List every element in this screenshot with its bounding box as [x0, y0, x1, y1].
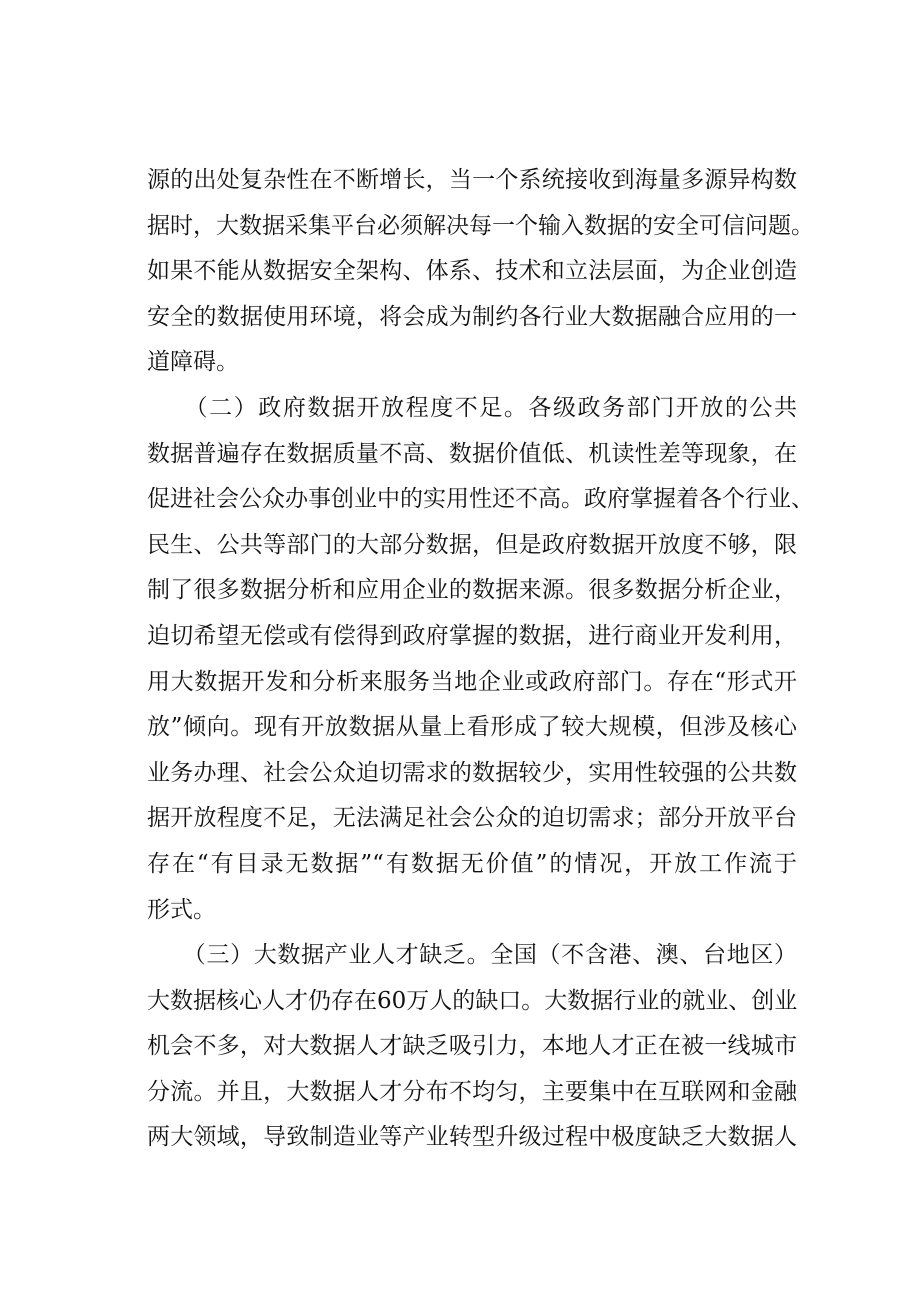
text-line: 两大领域，导致制造业等产业转型升级过程中极度缺乏大数据人: [147, 1124, 797, 1151]
text-line: 源的出处复杂性在不断增长，当一个系统接收到海量多源异构数: [147, 167, 797, 193]
text-line: 促进社会公众办事创业中的实用性还不高。政府掌握着各个行业、: [147, 486, 814, 513]
text-line: 存在“有目录无数据”“有数据无价值”的情况，开放工作流于: [147, 850, 797, 877]
text-line: 机会不多，对大数据人才缺乏吸引力，本地人才正在被一线城市: [147, 1033, 797, 1060]
text-line: 据开放程度不足，无法满足社会公众的迫切需求；部分开放平台: [147, 805, 797, 832]
text-line: 道障碍。: [147, 349, 239, 376]
text-line: 迫切希望无偿或有偿得到政府掌握的数据，进行商业开发利用，: [147, 622, 797, 649]
text-line: 大数据核心人才仍存在60万人的缺口。大数据行业的就业、创业: [147, 987, 798, 1014]
text-line: 数据普遍存在数据质量不高、数据价值低、机读性差等现象，在: [147, 440, 797, 467]
text-line: 用大数据开发和分析来服务当地企业或政府部门。存在“形式开: [147, 668, 797, 695]
text-line: 制了很多数据分析和应用企业的数据来源。很多数据分析企业，: [147, 577, 797, 604]
text-line: 民生、公共等部门的大部分数据，但是政府数据开放度不够，限: [147, 531, 797, 558]
text-line: 如果不能从数据安全架构、体系、技术和立法层面，为企业创造: [147, 258, 797, 285]
body-text: [147, 158, 814, 1161]
text-line: 业务办理、社会公众迫切需求的数据较少，实用性较强的公共数: [147, 759, 797, 786]
text-line: 据时，大数据采集平台必须解决每一个输入数据的安全可信问题。: [147, 212, 814, 239]
text-line: 形式。: [147, 896, 216, 923]
text-line: 放”倾向。现有开放数据从量上看形成了较大规模，但涉及核心: [147, 714, 797, 741]
text-line: （三）大数据产业人才缺乏。全国（不含港、澳、台地区）: [147, 942, 797, 969]
text-line: （二）政府数据开放程度不足。各级政务部门开放的公共: [147, 394, 797, 421]
text-line: 分流。并且，大数据人才分布不均匀，主要集中在互联网和金融: [147, 1078, 797, 1105]
text-line: 安全的数据使用环境，将会成为制约各行业大数据融合应用的一: [147, 303, 797, 330]
